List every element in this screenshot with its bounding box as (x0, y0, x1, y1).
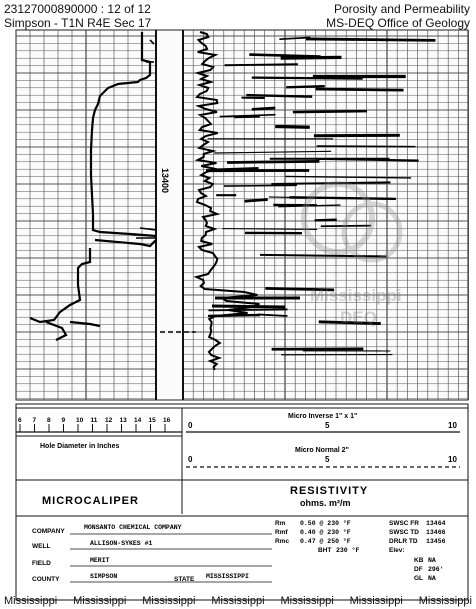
svg-text:NA: NA (428, 575, 436, 582)
depth-label: 13400 (160, 168, 170, 194)
svg-text:0.40 @ 230 °F: 0.40 @ 230 °F (300, 529, 351, 536)
resistivity-units: ohms. m²/m (300, 498, 351, 508)
microcaliper-title: MICROCALIPER (42, 495, 139, 507)
svg-text:DF: DF (414, 566, 423, 573)
agency-label: MS-DEQ Office of Geology (326, 16, 470, 30)
hole-tick-label: 16 (163, 417, 171, 424)
footer-text: Mississippi (4, 595, 58, 607)
svg-text:0.50 @ 230 °F: 0.50 @ 230 °F (300, 520, 351, 527)
svg-text:DRLR TD: DRLR TD (389, 538, 418, 545)
hole-tick-label: 11 (90, 417, 98, 424)
footer-text: Mississippi (280, 595, 334, 607)
footer-text: Mississippi (211, 595, 265, 607)
micro-inverse-label: Micro Inverse 1" x 1" (288, 413, 358, 420)
inverse-scale-five: 5 (325, 421, 330, 430)
log-grid (16, 30, 469, 400)
normal-scale-zero: 0 (188, 455, 193, 464)
svg-text:COUNTY: COUNTY (32, 576, 60, 583)
micro-normal-label: Micro Normal 2" (295, 447, 349, 454)
normal-scale-five: 5 (325, 455, 330, 464)
county-value: SIMPSON (90, 573, 118, 580)
svg-text:WELL: WELL (32, 543, 51, 550)
resistivity-title: RESISTIVITY (290, 485, 369, 497)
svg-text:COMPANY: COMPANY (32, 528, 65, 535)
hole-tick-label: 14 (134, 417, 142, 424)
svg-text:NA: NA (428, 557, 436, 564)
svg-text:Rmf: Rmf (275, 529, 288, 536)
hole-tick-label: 6 (18, 417, 22, 424)
footer-text: Mississippi (142, 595, 196, 607)
svg-text:Mississippi: Mississippi (310, 286, 402, 305)
hole-tick-label: 8 (47, 417, 51, 424)
svg-text:13464: 13464 (426, 520, 446, 527)
hole-diameter-label: Hole Diameter in Inches (40, 443, 120, 450)
svg-text:SWSC FR: SWSC FR (389, 520, 419, 527)
footer-text: Mississippi (418, 595, 472, 607)
hole-tick-label: 15 (148, 417, 156, 424)
inverse-scale-ten: 10 (448, 421, 457, 430)
well-value: ALLISON-SYKES #1 (90, 540, 153, 547)
svg-text:SWSC TD: SWSC TD (389, 529, 419, 536)
svg-text:FIELD: FIELD (32, 560, 51, 567)
svg-text:BHT: BHT (318, 547, 332, 554)
svg-text:KB: KB (414, 557, 424, 564)
document-id: 23127000890000 : 12 of 12 (4, 2, 151, 16)
svg-text:296': 296' (428, 566, 444, 573)
svg-text:STATE: STATE (174, 576, 195, 583)
svg-text:13456: 13456 (426, 538, 446, 545)
svg-text:13466: 13466 (426, 529, 446, 536)
footer-text: Mississippi (73, 595, 127, 607)
footer-watermark (4, 595, 472, 607)
hole-tick-label: 9 (61, 417, 66, 424)
svg-text:Elev:: Elev: (389, 547, 405, 554)
svg-text:230 °F: 230 °F (336, 547, 360, 554)
hole-tick-label: 7 (32, 417, 37, 424)
location-label: Simpson - T1N R4E Sec 17 (4, 16, 152, 30)
svg-text:GL: GL (414, 575, 424, 582)
svg-text:0.47 @ 250 °F: 0.47 @ 250 °F (300, 538, 351, 545)
normal-scale-ten: 10 (448, 455, 457, 464)
company-value: MONSANTO CHEMICAL COMPANY (84, 524, 182, 531)
state-value: MISSISSIPPI (206, 573, 249, 580)
hole-tick-label: 10 (76, 417, 84, 424)
svg-text:DEQ: DEQ (340, 308, 377, 327)
svg-text:Rmc: Rmc (275, 538, 290, 545)
hole-tick-label: 12 (105, 417, 113, 424)
footer-text: Mississippi (349, 595, 403, 607)
svg-text:Rm: Rm (275, 520, 286, 527)
field-value: MERIT (90, 557, 110, 564)
hole-tick-label: 13 (119, 417, 127, 424)
inverse-scale-zero: 0 (188, 421, 193, 430)
document-title: Porosity and Permeability (333, 2, 470, 16)
